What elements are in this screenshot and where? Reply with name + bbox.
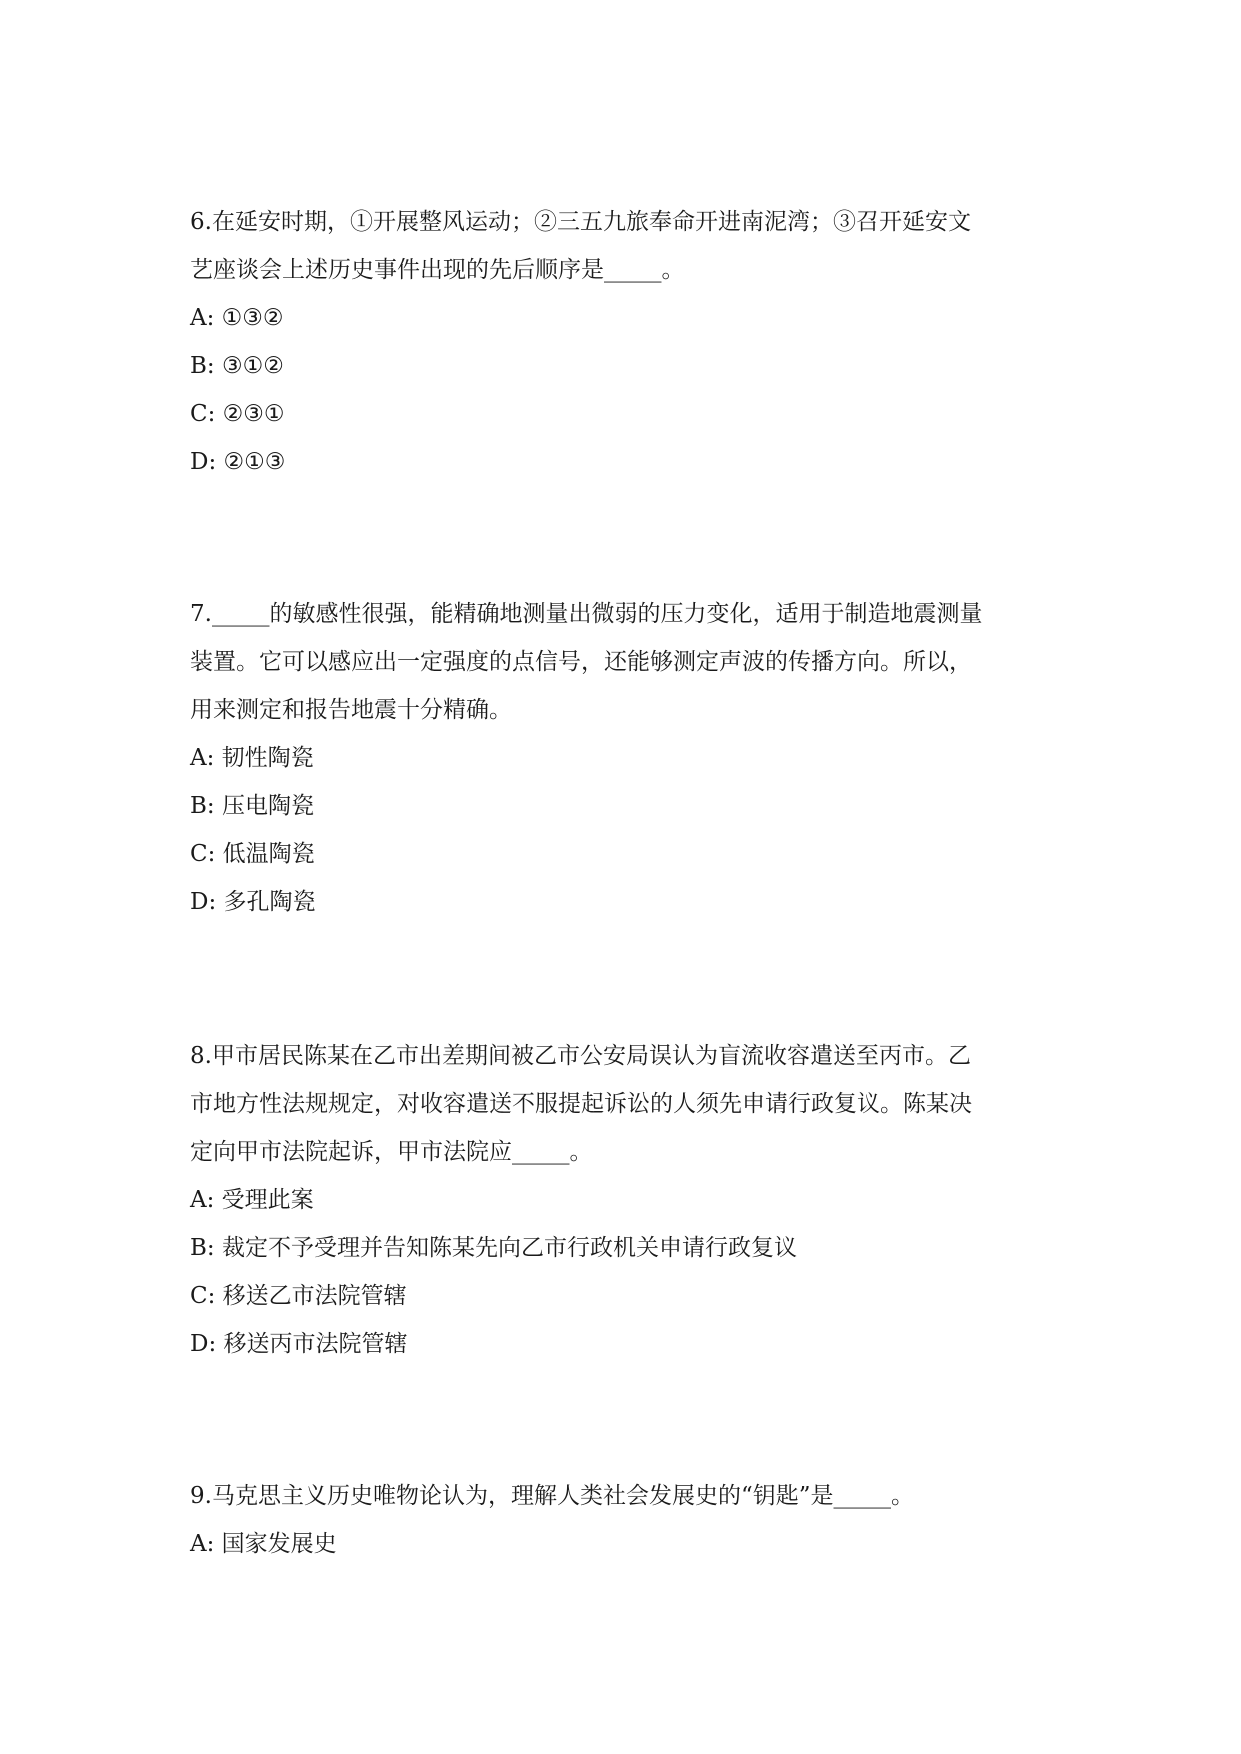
option-b: B: 压电陶瓷 — [190, 793, 314, 819]
question-stem-line: 市地方性法规规定，对收容遣送不服提起诉讼的人须先申请行政复议。陈某决 — [190, 1091, 972, 1117]
option-a: A: 国家发展史 — [190, 1531, 337, 1557]
option-c: C: 移送乙市法院管辖 — [190, 1283, 407, 1309]
question-stem-line: 用来测定和报告地震十分精确。 — [190, 697, 512, 723]
question-stem-line: 7._____的敏感性很强，能精确地测量出微弱的压力变化，适用于制造地震测量 — [190, 601, 983, 627]
option-d: D: 移送丙市法院管辖 — [190, 1331, 408, 1357]
option-c: C: ②③① — [190, 401, 285, 427]
option-a: A: 韧性陶瓷 — [190, 745, 314, 771]
question-stem-line: 6.在延安时期，①开展整风运动；②三五九旅奉命开进南泥湾；③召开延安文 — [190, 209, 971, 235]
question-stem-line: 9.马克思主义历史唯物论认为，理解人类社会发展史的“钥匙”是_____。 — [190, 1483, 914, 1509]
option-a: A: 受理此案 — [190, 1187, 314, 1213]
question-7 — [190, 590, 1060, 926]
question-9 — [190, 1472, 1060, 1568]
question-stem-line: 装置。它可以感应出一定强度的点信号，还能够测定声波的传播方向。所以， — [190, 649, 972, 675]
option-d: D: 多孔陶瓷 — [190, 889, 316, 915]
option-b: B: 裁定不予受理并告知陈某先向乙市行政机关申请行政复议 — [190, 1235, 797, 1261]
question-8 — [190, 1032, 1060, 1368]
question-stem-line: 定向甲市法院起诉，甲市法院应_____。 — [190, 1139, 593, 1165]
option-a: A: ①③② — [190, 305, 284, 331]
question-stem-line: 艺座谈会上述历史事件出现的先后顺序是_____。 — [190, 257, 685, 283]
question-6 — [190, 198, 1060, 486]
option-c: C: 低温陶瓷 — [190, 841, 315, 867]
option-d: D: ②①③ — [190, 449, 286, 475]
option-b: B: ③①② — [190, 353, 284, 379]
question-stem-line: 8.甲市居民陈某在乙市出差期间被乙市公安局误认为盲流收容遣送至丙市。乙 — [190, 1043, 971, 1069]
